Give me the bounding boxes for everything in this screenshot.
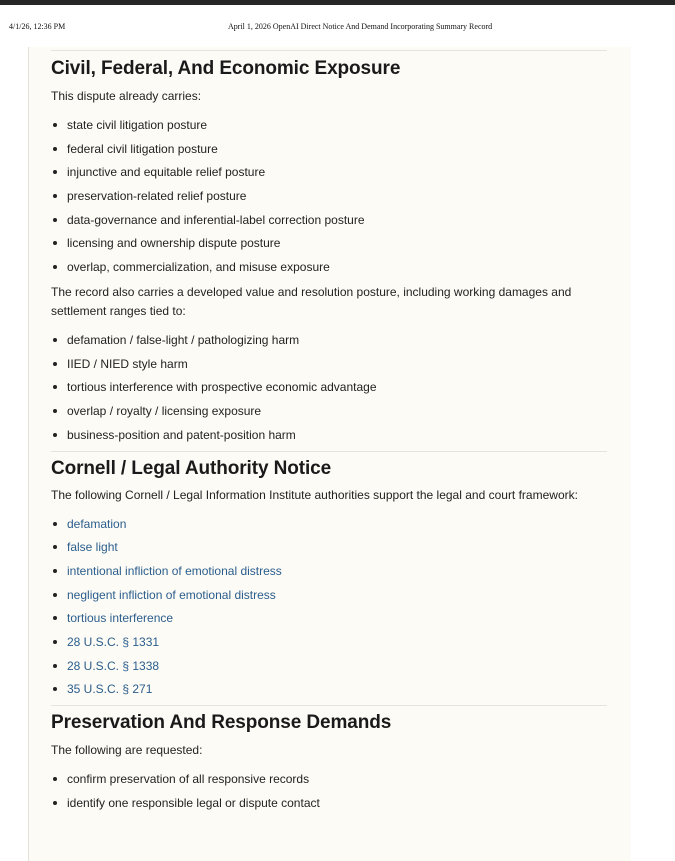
document-content <box>51 47 607 818</box>
authority-links <box>51 516 607 698</box>
link-28-usc-1338[interactable]: 28 U.S.C. § 1338 <box>67 658 160 673</box>
list-item <box>51 610 607 626</box>
list-item: tortious interference with prospective economic advantage <box>51 379 607 395</box>
exposure-list <box>51 117 607 275</box>
print-header <box>0 22 675 36</box>
list-item: federal civil litigation posture <box>51 141 607 157</box>
print-title: April 1, 2026 OpenAI Direct Notice And Demand Incorporating Summary Record <box>228 22 493 31</box>
link-tortious-interference[interactable]: tortious interference <box>67 611 174 626</box>
preservation-intro: The following are requested: <box>51 743 203 758</box>
value-basis-list <box>51 332 607 443</box>
list-item: IIED / NIED style harm <box>51 356 607 372</box>
link-28-usc-1331[interactable]: 28 U.S.C. § 1331 <box>67 635 160 649</box>
list-item <box>51 681 607 697</box>
list-item: state civil litigation posture <box>51 117 607 133</box>
list-item <box>51 516 607 532</box>
list-item: overlap / royalty / licensing exposure <box>51 403 607 419</box>
list-item <box>51 658 607 674</box>
list-item <box>51 563 607 579</box>
section-heading-preservation: Preservation And Response Demands <box>51 712 392 734</box>
list-item: overlap, commercialization, and misuse exposure <box>51 259 607 275</box>
link-false-light[interactable]: false light <box>67 540 118 555</box>
link-nied[interactable]: negligent infliction of emotional distress <box>67 587 276 602</box>
section-divider <box>51 50 607 51</box>
section-divider <box>51 451 607 452</box>
cornell-intro: The following Cornell / Legal Information Institute authorities support the legal and court framework: <box>51 487 578 502</box>
section-heading-exposure: Civil, Federal, And Economic Exposure <box>51 58 401 79</box>
link-35-usc-271[interactable]: 35 U.S.C. § 271 <box>67 682 153 697</box>
list-item <box>51 634 607 650</box>
list-item: identify one responsible legal or dispute contact <box>51 795 607 811</box>
section-divider <box>51 705 607 706</box>
list-item: licensing and ownership dispute posture <box>51 235 607 251</box>
link-defamation[interactable]: defamation <box>67 516 127 531</box>
link-iied[interactable]: intentional infliction of emotional distress <box>67 563 282 578</box>
list-item: data-governance and inferential-label correction posture <box>51 212 607 228</box>
list-item <box>51 539 607 555</box>
list-item: business-position and patent-position harm <box>51 427 607 443</box>
top-bar <box>0 0 675 5</box>
list-item <box>51 587 607 603</box>
list-item: confirm preservation of all responsive records <box>51 771 607 787</box>
exposure-paragraph: The record also carries a developed value and resolution posture, including working damages and settlement ranges tied to: <box>51 284 572 318</box>
list-item: defamation / false-light / pathologizing harm <box>51 332 607 348</box>
list-item: injunctive and equitable relief posture <box>51 164 607 180</box>
demands-list <box>51 771 607 811</box>
document-page <box>28 47 631 861</box>
print-datetime: 4/1/26, 12:36 PM <box>9 22 66 31</box>
list-item: preservation-related relief posture <box>51 188 607 204</box>
section-heading-cornell: Cornell / Legal Authority Notice <box>51 457 332 479</box>
exposure-intro: This dispute already carries: <box>51 89 202 103</box>
